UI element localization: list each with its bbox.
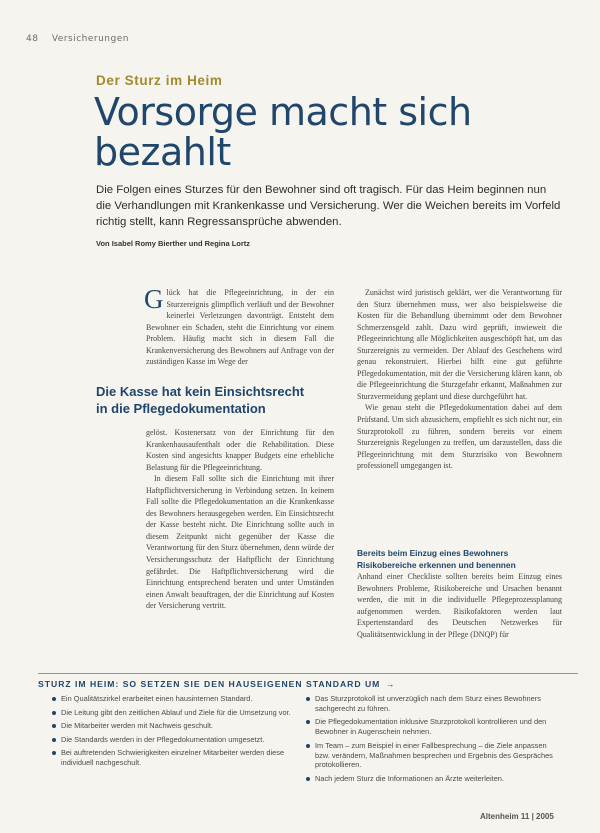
article-lead: Die Folgen eines Sturzes für den Bewohner sind oft tragisch. Für das Heim beginnen nun die Verhandlungen mit Krankenkasse und Versicherung. Wer die Weichen bereits im Vorfeld richtig stellt, kann Regressansprüche abwenden. [96,184,561,228]
paragraph: Zunächst wird juristisch geklärt, wer die Verantwortung für den Sturz übernehmen muss, wer also beispielsweise die Kosten für die Behandlung übernimmt oder dem Bewohner Schmerzensgeld zahlt. Dazu wird geprüft, inwieweit die Pflegeeinrichtung alle Möglichkeiten ausgeschöpft hat, um das Sturzereignis zu vermeiden. Der Ablauf des Geschehens wird genau rekonstruiert. Hierbei hilft eine gut geführte Pflegedokumentation, mit der die Versicherung klären kann, ob die Pflegeeinrichtung die Sturzgefahr erkannt, Maßnahmen zur Sturzvermeidung geplant und diese durchgeführt hat. [357,288,562,401]
page-number: 48 [26,34,39,44]
list-item: Die Mitarbeiter werden mit Nachweis geschult. [52,721,297,731]
list-item: Nach jedem Sturz die Informationen an Ärzte weiterleiten. [306,774,561,784]
list-item: Die Pflegedokumentation inklusive Sturzprotokoll kontrollieren und den Bewohner in Augenschein nehmen. [306,717,561,737]
drop-cap: G [144,284,164,314]
paragraph: Anhand einer Checkliste sollten bereits beim Einzug eines Bewohners Probleme, Risikobereiche und Ursachen benannt werden, die mit in die individuelle Pflegeprozessplanung aufgenommen werden. Risikofaktoren werden laut Expertenstandard des Deutschen Netzwerkes für Qualitätsentwicklung in der Pflege (DNQP) für [357,572,562,639]
column-2-bottom [357,548,562,640]
column-1-top [144,284,334,368]
mini-heading: Bereits beim Einzug eines Bewohners Risikobereiche erkennen und benennen [357,548,516,570]
article-kicker: Der Sturz im Heim [96,73,223,88]
paragraph: In diesem Fall sollte sich die Einrichtung mit ihrer Haftpflichtversicherung in Verbindung setzen. In keinem Fall sollte die Pflegedokumentation an die Krankenkasse des Bewohners herausgegeben werden. Ein Einsichtsrecht der Kasse besteht nicht. Die Einrichtung sollte auch in diesem Zeitpunkt nicht gegenüber der Kasse die Verantwortung für den Sturz übernehmen, denn würde der Versicherungsschutz der Haftpflicht der Einrichtung gefährdet. Die Haftpflichtversicherung wird die Einrichtung entsprechend beraten und unter Umständen einen Anwalt beauftragen, der die Einrichtung auf Kosten der Versicherung vertritt. [146,474,334,611]
list-item: Die Leitung gibt den zeitlichen Ablauf und Ziele für die Umsetzung vor. [52,708,297,718]
list-item: Das Sturzprotokoll ist unverzüglich nach dem Sturz eines Bewohners sachgerecht zu führen. [306,694,561,714]
infobox-list-left [52,694,297,772]
infobox-list-right [306,694,561,788]
section-subhead: Die Kasse hat kein Einsichtsrecht in die Pflegedokumentation [96,384,305,416]
list-item: Ein Qualitätszirkel erarbeitet einen hausinternen Standard. [52,694,297,704]
article-headline: Vorsorge macht sich bezahlt [94,90,472,174]
arrow-right-icon: → [385,679,396,689]
paragraph: gelöst. Kostenersatz von der Einrichtung für den Krankenhausaufenthalt oder die Rehabilitation. Diese Kosten sind angesichts knapper Budgets eine erhebliche Belastung für die Pflegeeinrichtung. [146,428,334,472]
list-item: Die Standards werden in der Pflegedokumentation umgesetzt. [52,735,297,745]
paragraph: Wie genau steht die Pflegedokumentation dabei auf dem Prüfstand. Um sich abzusichern, empfiehlt es sich nicht nur, ein Sturzprotokoll zu führen, sondern bereits vor einem Sturzereignis Regelungen zu treffen, um darzustellen, dass die Pflegeeinrichtung mit dem Sturzrisiko von Bewohnern professionell umgegangen ist. [357,403,562,471]
running-header [26,34,129,44]
list-item: Bei auftretenden Schwierigkeiten einzelner Mitarbeiter werden diese individuell nachgeschult. [52,748,297,768]
page-footer: Altenheim 11 | 2005 [480,812,554,821]
article-byline: Von Isabel Romy Bierther und Regina Lortz [96,239,251,248]
paragraph: lück hat die Pflegeeinrichtung, in der ein Sturzereignis glimpflich verläuft und der Bewohner keinerlei Verletzungen davonträgt. Entsteht dem Bewohner ein Schaden, steht die Einrichtung vor einem Problem. Häufig macht sich in diesem Fall die Krankenversicherung des Bewohners auf Anfrage von der zuständigen Kasse im Wege der [146,288,334,367]
column-2-top [357,287,562,472]
infobox-title-text: STURZ IM HEIM: SO SETZEN SIE DEN HAUSEIGENEN STANDARD UM [38,679,381,689]
section-name: Versicherungen [51,34,129,44]
infobox-title [38,673,578,689]
list-item: Im Team – zum Beispiel in einer Fallbesprechung – die Ziele anpassen bzw. verändern, Maßnahmen besprechen und Ergebnis des Gespräches protokollieren. [306,741,561,770]
column-1-bottom [146,427,334,612]
